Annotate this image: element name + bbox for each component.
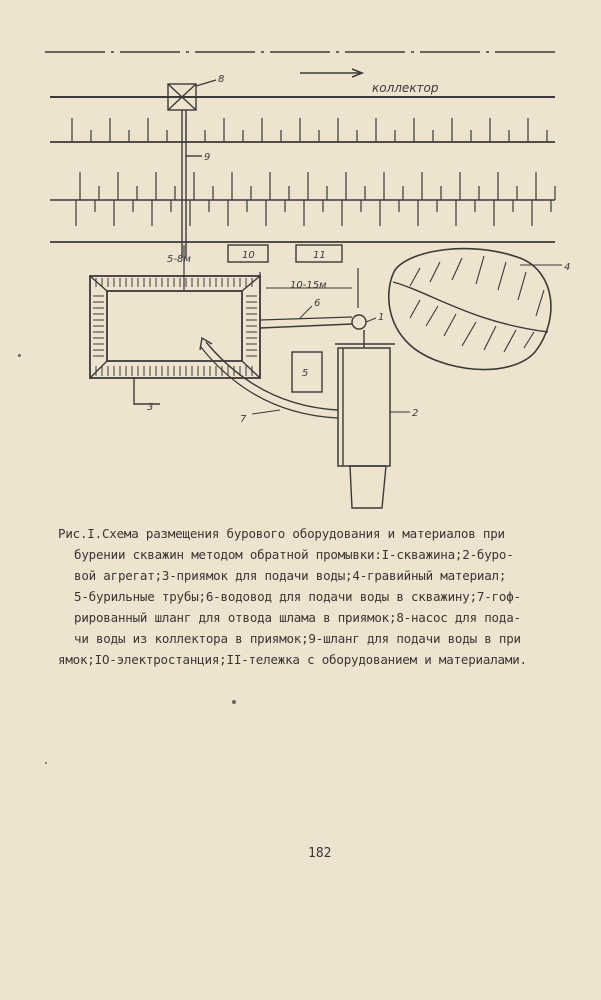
collector-label: коллектор xyxy=(372,81,439,95)
drill-pipes-number: 5 xyxy=(302,368,309,379)
water-line-leader xyxy=(300,306,312,318)
caption-line: вой агрегат;3-приямок для подачи воды;4-гравийный материал; xyxy=(74,568,507,583)
well-number: 1 xyxy=(378,312,385,323)
pit-leader xyxy=(134,378,160,404)
water-line-number: 6 xyxy=(314,298,321,309)
gravel-hatch xyxy=(410,256,544,352)
distance-pipe-label: 10-15м xyxy=(290,280,327,291)
well-leader xyxy=(366,318,376,322)
gravel-pile xyxy=(389,249,551,370)
pump-number: 8 xyxy=(218,74,225,85)
water-line xyxy=(260,317,352,320)
power-station-number: 10 xyxy=(242,250,255,261)
figure-caption xyxy=(58,523,588,670)
flow-arrow xyxy=(300,69,362,77)
caption-line: 5-бурильные трубы;6-водовод для подачи воды в скважину;7-гоф- xyxy=(74,589,521,604)
gravel-number: 4 xyxy=(564,262,571,273)
distance-pit-label: 5-8м xyxy=(167,254,191,265)
caption-line: чи воды из коллектора в приямок;9-шланг для подачи воды в при xyxy=(74,631,521,646)
caption-line: ямок;IO-электростанция;II-тележка с оборудованием и материалами. xyxy=(58,652,527,667)
caption-line: рированный шланг для отвода шлама в приямок;8-насос для пода- xyxy=(74,610,521,625)
slurry-hose-number: 7 xyxy=(240,414,247,425)
ink-speck xyxy=(45,762,47,764)
pit-number: 3 xyxy=(147,402,154,413)
ink-speck xyxy=(232,700,236,704)
caption-line: Рис.I.Схема размещения бурового оборудования и материалов при xyxy=(58,526,505,541)
trolley-number: 11 xyxy=(313,250,326,261)
page-number: 182 xyxy=(308,846,332,861)
water-line-2 xyxy=(260,324,352,328)
slurry-hose-leader xyxy=(252,410,280,414)
ink-speck xyxy=(18,354,21,357)
hose-number: 9 xyxy=(204,152,211,163)
pit-structure xyxy=(90,276,260,378)
drill-unit xyxy=(335,330,395,508)
pump-leader xyxy=(196,80,216,86)
drill-unit-number: 2 xyxy=(412,408,419,419)
caption-line: бурении скважин методом обратной промывки:I-скважина;2-буро- xyxy=(74,547,514,562)
rail-ticks xyxy=(72,118,555,226)
well-icon xyxy=(352,315,366,329)
